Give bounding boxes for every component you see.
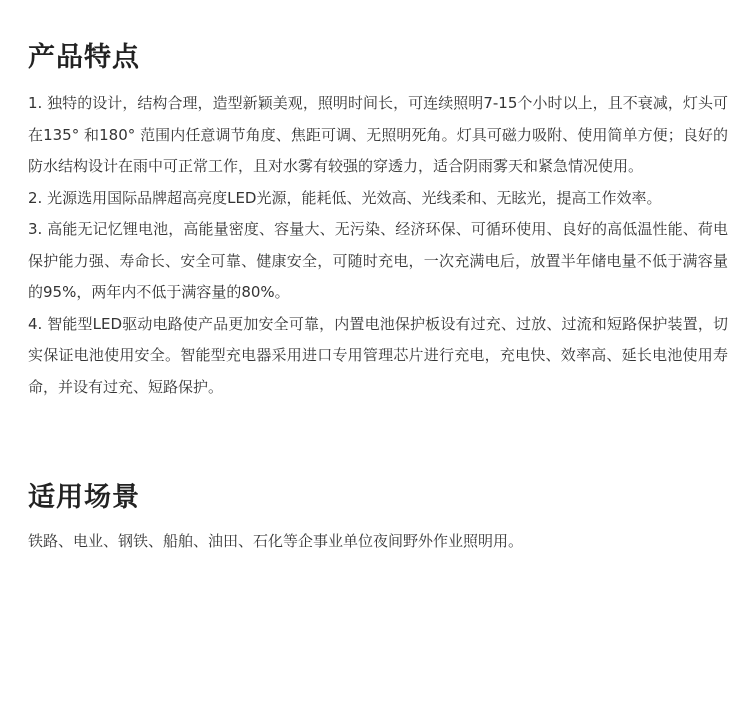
feature-item-1: 1. 独特的设计，结构合理，造型新颖美观，照明时间长，可连续照明7-15个小时以上，且不衰减，灯头可在135° 和180° 范围内任意调节角度、焦距可调、无照明死角。灯具可磁力吸附、使用简单方便；良好的防水结构设计在雨中可正常工作，且对水雾有较强的穿透力，适合阴雨雾天和紧急情况使用。 bbox=[28, 94, 728, 175]
application-scenarios-text: 铁路、电业、钢铁、船舶、油田、石化等企事业单位夜间野外作业照明用。 bbox=[28, 532, 524, 550]
product-features-section bbox=[28, 40, 728, 403]
application-scenarios-section bbox=[28, 480, 728, 557]
product-features-list bbox=[28, 88, 728, 403]
product-features-heading: 产品特点 bbox=[28, 42, 140, 73]
feature-item-2: 2. 光源选用国际品牌超高亮度LED光源，能耗低、光效高、光线柔和、无眩光，提高工作效率。 bbox=[28, 188, 662, 207]
feature-item-3: 3. 高能无记忆锂电池，高能量密度、容量大、无污染、经济环保、可循环使用、良好的高低温性能、荷电保护能力强、寿命长、安全可靠、健康安全，可随时充电，一次充满电后，放置半年储电量不低于满容量的95%，两年内不低于满容量的80%。 bbox=[28, 220, 728, 301]
feature-item-4: 4. 智能型LED驱动电路使产品更加安全可靠，内置电池保护板设有过充、过放、过流和短路保护装置，切实保证电池使用安全。智能型充电器采用进口专用管理芯片进行充电，充电快、效率高、延长电池使用寿命，并设有过充、短路保护。 bbox=[28, 314, 728, 396]
application-scenarios-heading: 适用场景 bbox=[28, 482, 140, 513]
